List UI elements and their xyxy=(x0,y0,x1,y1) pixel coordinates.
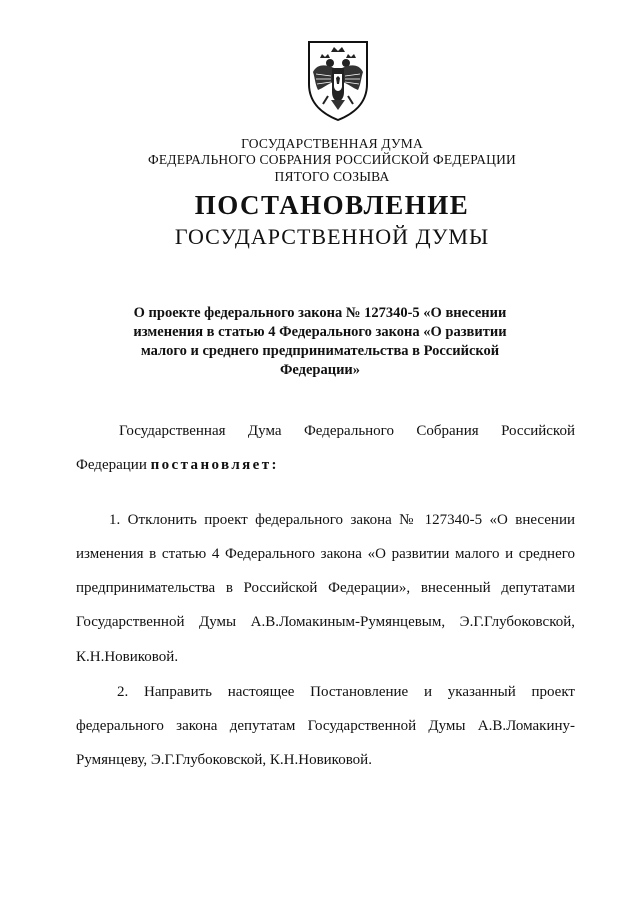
subject-line: Федерации» xyxy=(279,362,361,378)
preamble-line xyxy=(76,457,279,474)
item-1-line: изменения в статью 4 Федерального закона «О развитии малого и среднего xyxy=(76,546,575,562)
item-1-line: 1. Отклонить проект федерального закона № 127340-5 «О внесении xyxy=(109,512,575,528)
preamble-text: Федерации xyxy=(76,457,151,473)
item-2-line: Румянцеву, Э.Г.Глубоковской, К.Н.Новиковой. xyxy=(76,752,372,768)
item-1-line: К.Н.Новиковой. xyxy=(76,649,179,665)
subject-line: малого и среднего предпринимательства в Российской xyxy=(140,343,500,359)
subject-line: изменения в статью 4 Федерального закона «О развитии xyxy=(133,324,507,340)
subject-heading xyxy=(0,304,640,380)
item-2-line: 2. Направить настоящее Постановление и указанный проект xyxy=(117,684,575,700)
preamble-line: Государственная Дума Федерального Собрания Российской xyxy=(119,423,575,439)
coat-of-arms-emblem xyxy=(303,38,373,122)
subject-line: О проекте федерального закона № 127340-5 «О внесении xyxy=(133,305,507,321)
header-line-convocation: ПЯТОГО СОЗЫВА xyxy=(274,169,390,184)
item-2-line: федерального закона депутатам Государственной Думы А.В.Ломакину- xyxy=(76,718,575,734)
header-line-federal-assembly: ФЕДЕРАЛЬНОГО СОБРАНИЯ РОССИЙСКОЙ ФЕДЕРАЦИИ xyxy=(148,152,516,167)
item-1-line: Государственной Думы А.В.Ломакиным-Румянцевым, Э.Г.Глубоковской, xyxy=(76,614,575,630)
document-subtitle: ГОСУДАРСТВЕННОЙ ДУМЫ xyxy=(174,224,490,249)
item-1-line: предпринимательства в Российской Федерации», внесенный депутатами xyxy=(76,580,575,596)
resolves-word: постановляет: xyxy=(150,457,279,473)
header-line-duma: ГОСУДАРСТВЕННАЯ ДУМА xyxy=(241,136,423,151)
document-title: ПОСТАНОВЛЕНИЕ xyxy=(194,190,470,220)
